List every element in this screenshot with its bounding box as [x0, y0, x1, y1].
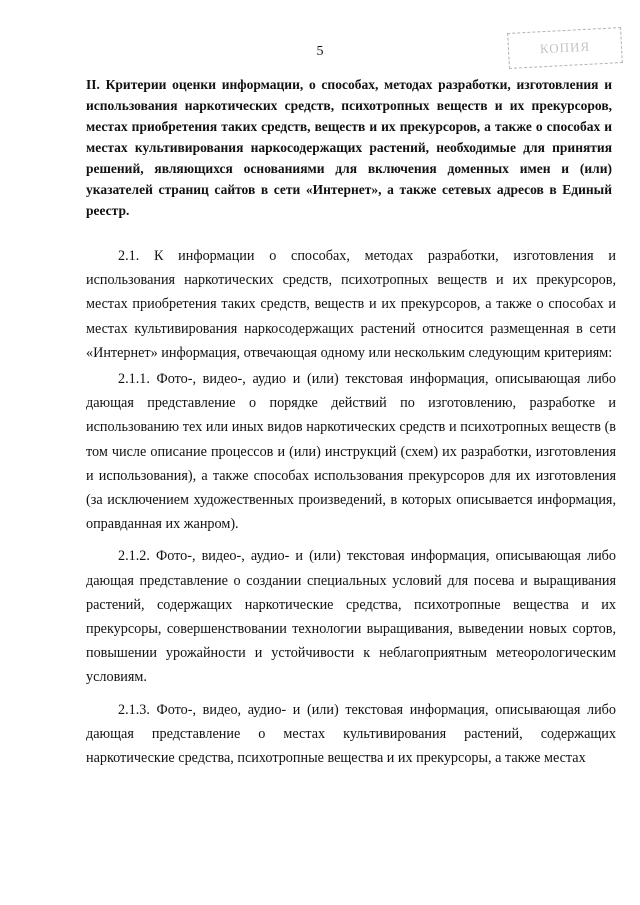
section-heading: II. Критерии оценки информации, о способах, методах разработки, изготовления и использования наркотических средств, психотропных веществ и их прекурсоров, местах приобретения таких средств, веществ и их прекурсоров, а также о способах и местах культивирования наркосодержащих растений, необходимые для принятия решений, являющихся основаниями для включения доменных имен и (или) указателей страниц сайтов в сети «Интернет», а также сетевых адресов в Единый реестр.	[86, 77, 612, 218]
page-number: 5	[316, 44, 324, 59]
paragraph-2-1-1: 2.1.1. Фото-, видео-, аудио и (или) текстовая информация, описывающая либо дающая представление о порядке действий по изготовлению, разработке и использованию тех или иных видов наркотических средств и психотропных веществ (в том числе описание процессов и (или) инструкций (схем) их разработки, изготовления и использования), а также способах использования прекурсоров для их изготовления (за исключением художественных произведений, в которых описывается информация, оправданная их жанром).	[86, 371, 616, 533]
document-body	[86, 244, 616, 770]
paragraph-2-1-2: 2.1.2. Фото-, видео-, аудио- и (или) текстовая информация, описывающая либо дающая представление о создании специальных условий для посева и выращивания растений, содержащих наркотические средства, психотропные вещества и их прекурсоры, совершенствовании технологии выращивания, выведении новых сортов, повышении урожайности и устойчивости к неблагоприятным метеорологическим условиям.	[86, 548, 616, 686]
copy-stamp: КОПИЯ	[507, 27, 623, 69]
paragraph-2-1-3: 2.1.3. Фото-, видео, аудио- и (или) текстовая информация, описывающая либо дающая представление о местах культивирования растений, содержащих наркотические средства, психотропные вещества и их прекурсоры, а также местах	[86, 701, 616, 767]
paragraph-2-1: 2.1. К информации о способах, методах разработки, изготовления и использования наркотических средств, психотропных веществ и их прекурсоров, местах приобретения таких средств, веществ и их прекурсоров, а также о способах и местах культивирования наркосодержащих растений относится размещенная в сети «Интернет» информация, отвечающая одному или нескольким следующим критериям:	[86, 248, 616, 361]
